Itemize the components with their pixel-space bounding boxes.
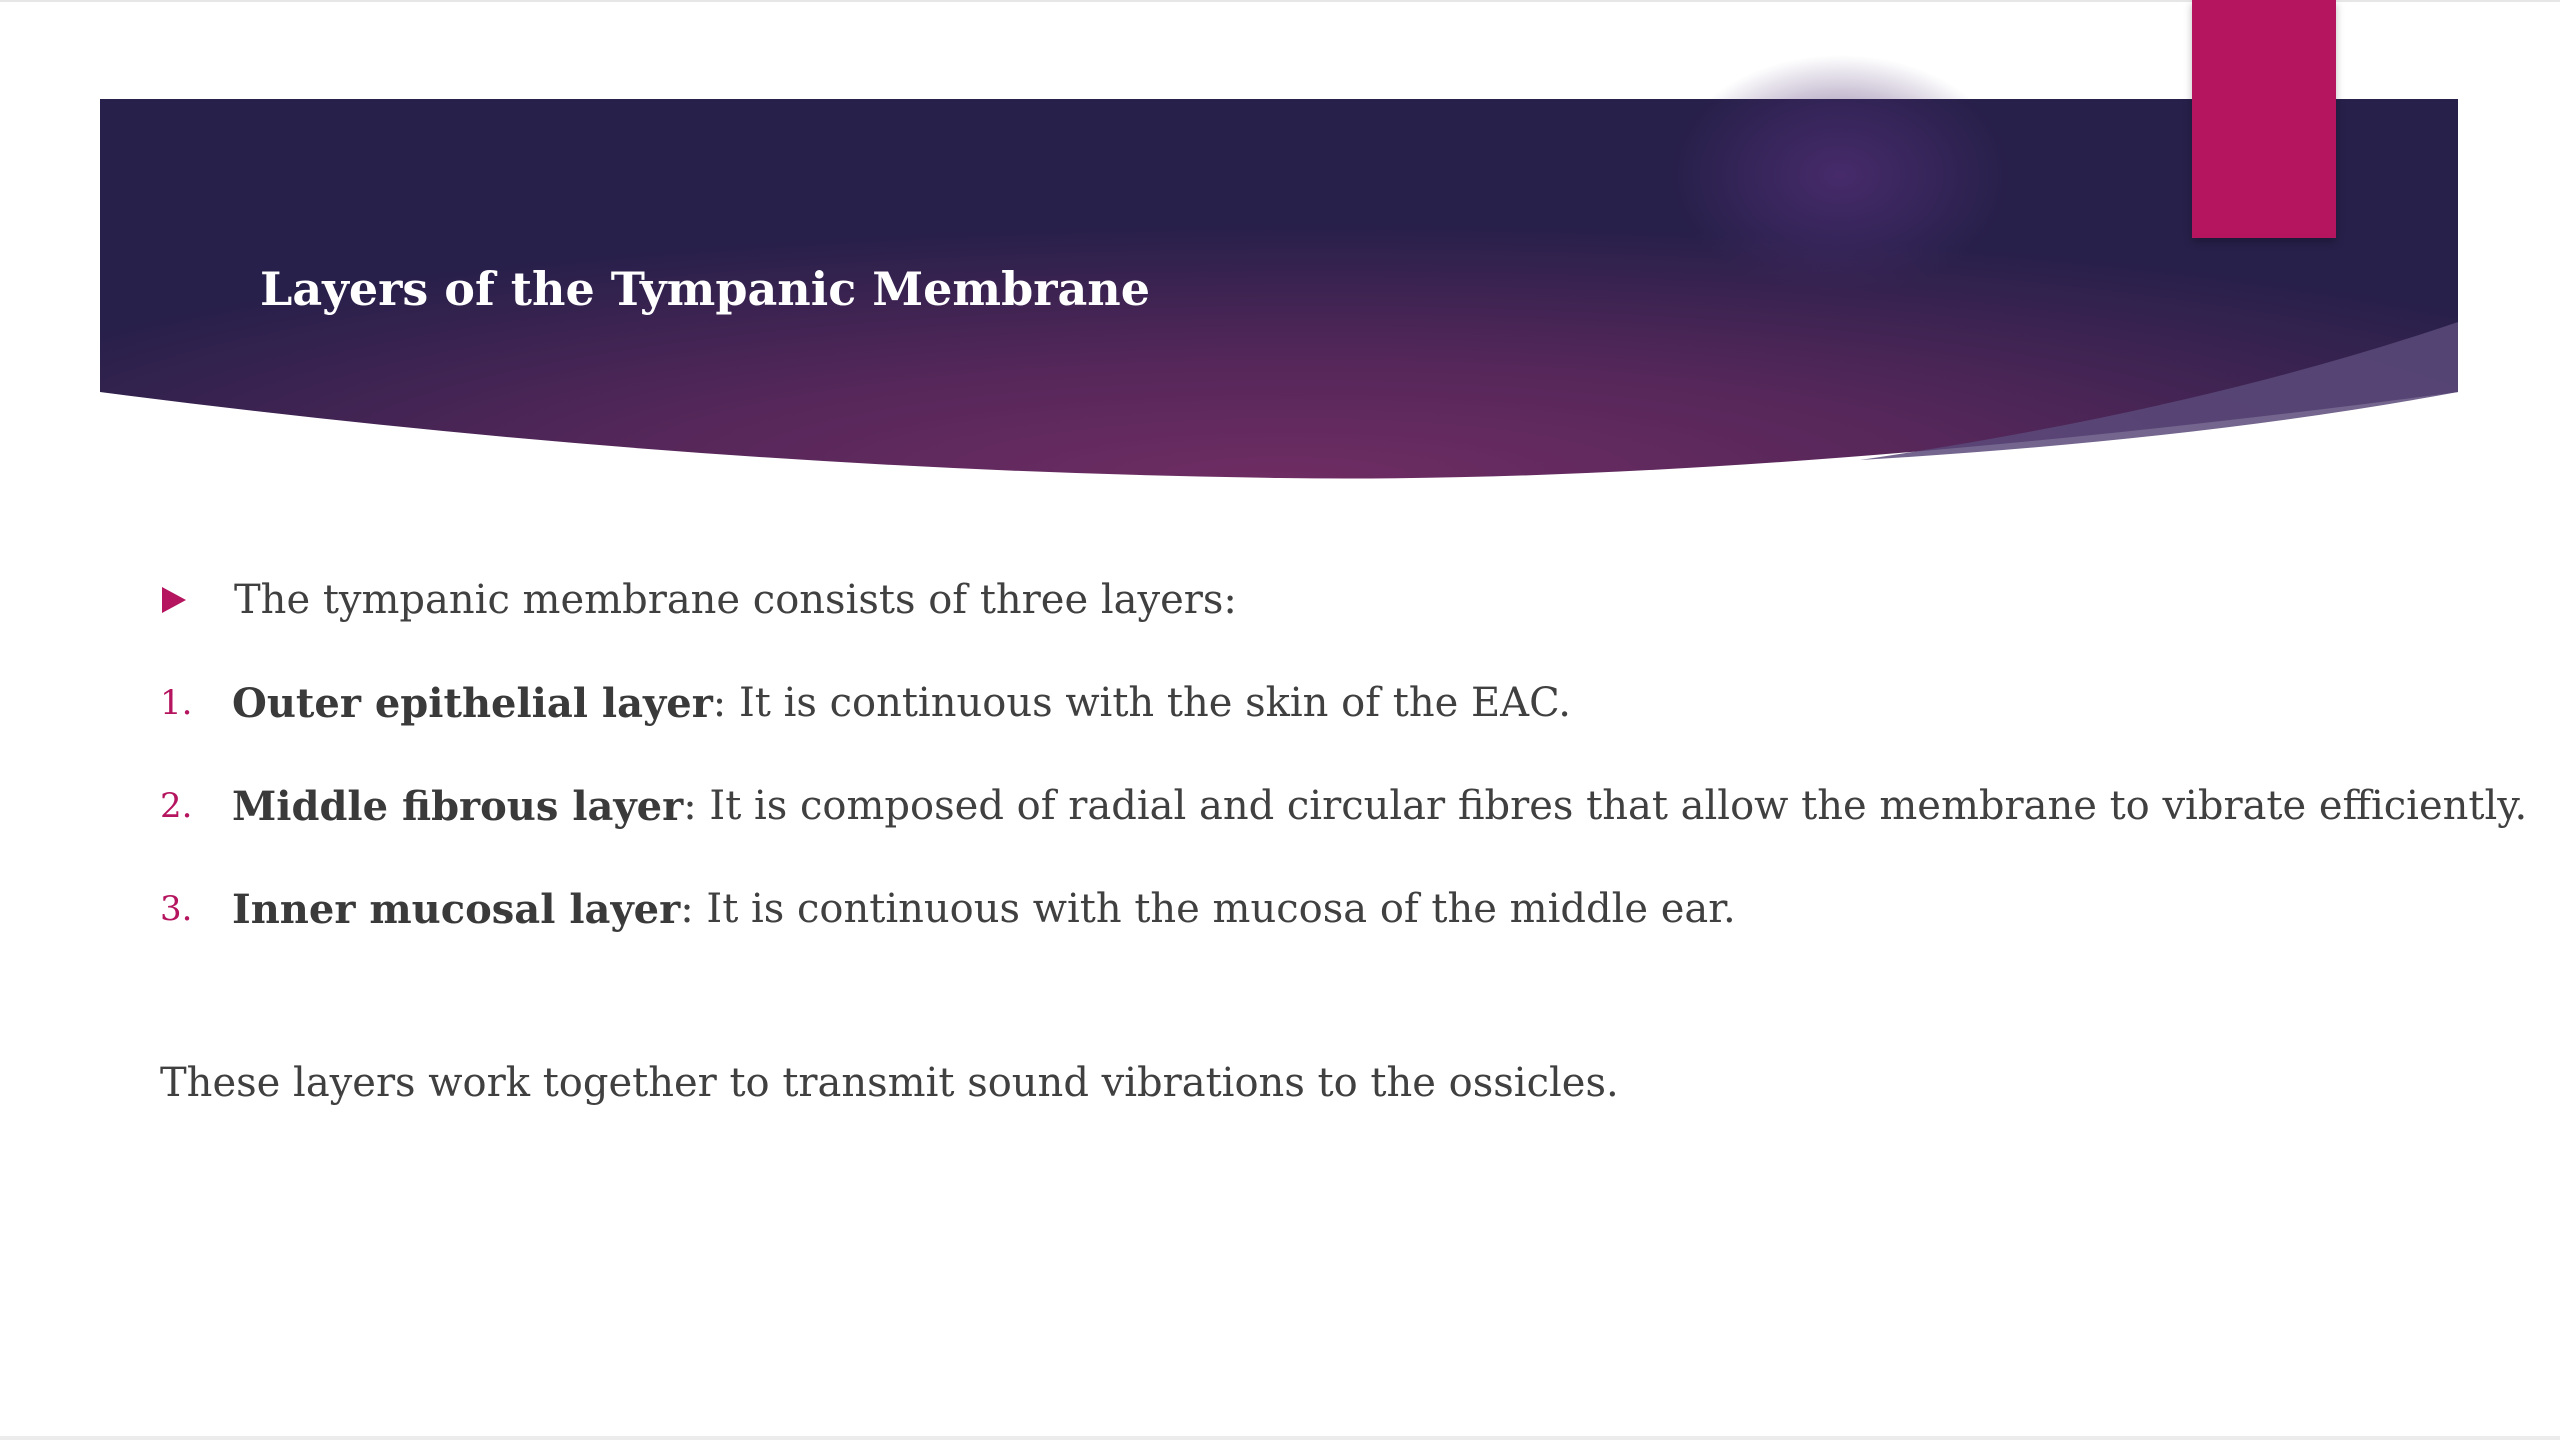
intro-bullet bbox=[160, 570, 1237, 630]
header-banner bbox=[0, 0, 2560, 500]
bottom-divider bbox=[0, 1436, 2560, 1440]
list-item bbox=[160, 673, 1571, 733]
triangle-right-icon bbox=[162, 587, 186, 613]
list-number: 2. bbox=[160, 786, 193, 826]
list-number: 1. bbox=[160, 683, 193, 723]
layer-description: : It is continuous with the mucosa of the middle ear. bbox=[680, 886, 1736, 932]
list-number: 3. bbox=[160, 889, 193, 929]
layer-description: : It is continuous with the skin of the EAC. bbox=[712, 680, 1571, 726]
list-item bbox=[160, 879, 1736, 939]
layer-term: Outer epithelial layer bbox=[232, 679, 713, 727]
accent-tab bbox=[2192, 0, 2336, 238]
slide-title: Layers of the Tympanic Membrane bbox=[260, 262, 1151, 316]
list-item bbox=[160, 776, 2527, 836]
layer-term: Middle fibrous layer bbox=[232, 782, 684, 830]
closing-text: These layers work together to transmit sound vibrations to the ossicles. bbox=[160, 1060, 1619, 1106]
layer-description: : It is composed of radial and circular fibres that allow the membrane to vibrate efficiently. bbox=[683, 783, 2528, 829]
intro-text: The tympanic membrane consists of three layers: bbox=[234, 577, 1237, 623]
layer-term: Inner mucosal layer bbox=[232, 885, 681, 933]
